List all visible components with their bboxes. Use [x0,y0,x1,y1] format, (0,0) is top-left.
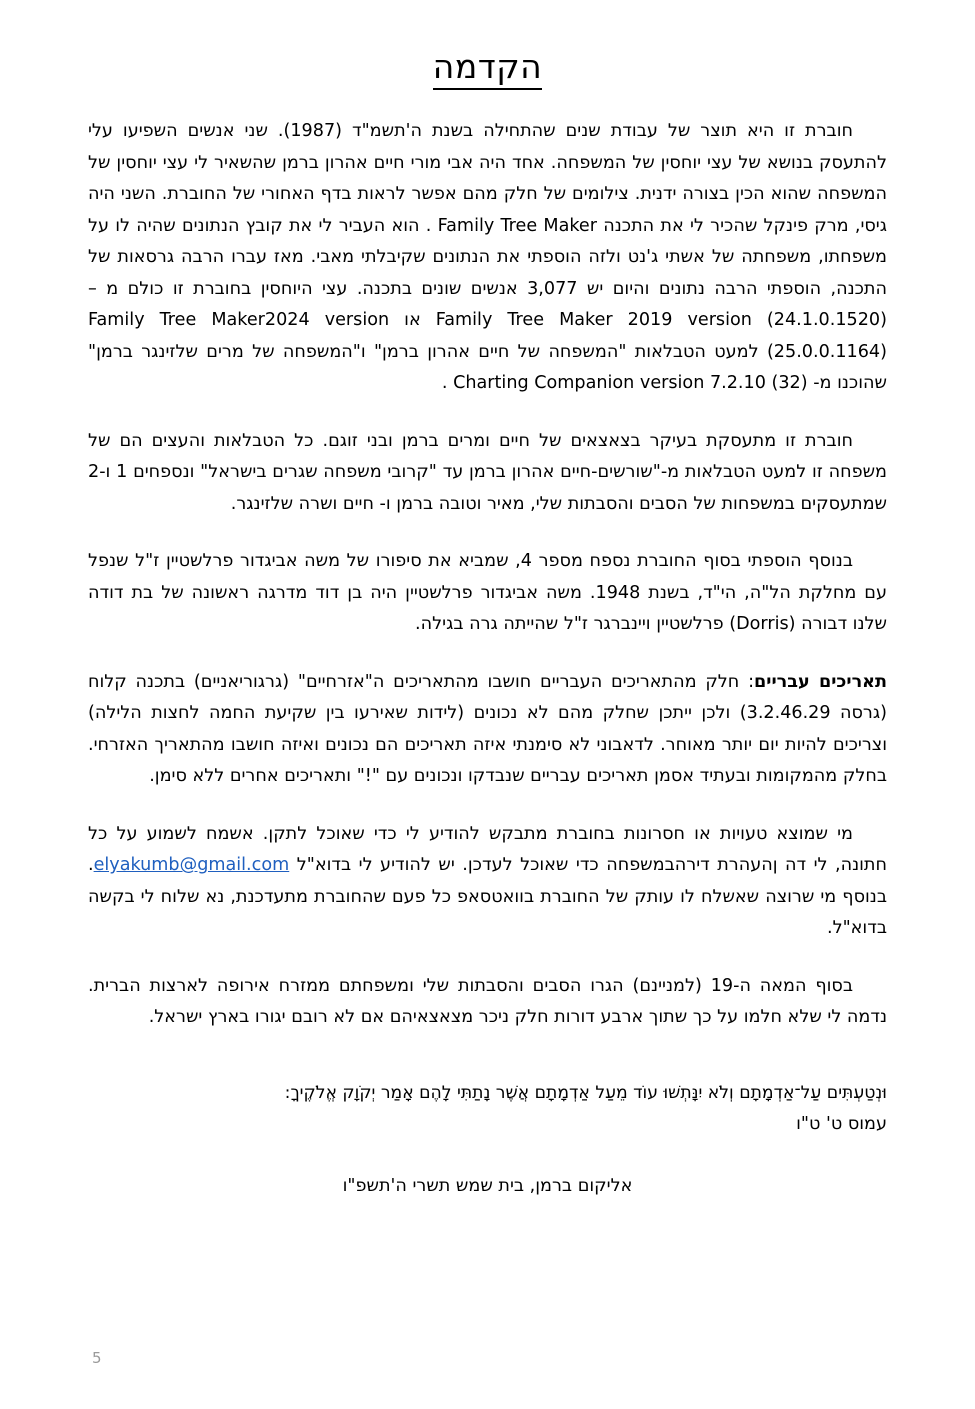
paragraph-scope: חוברת זו מתעסקת בעיקר בצאצאים של חיים ומרים ברמן ובני זוגם. כל הטבלאות והעצים הם של משפחה זו למעט הטבלאות מ-"שורשים-חיים אהרון ברמן עד "קרובי משפחה שגרים בישראל" ונספחים 1 ו-2 שמתעסקים במשפחות של הסבים והסבתות שלי, מאיר וטובה ברמן ו- חיים ושרה שלזינגר. [88,430,887,514]
paragraph-appendix-four: בנוסף הוספתי בסוף החוברת נספח מספר 4, שמביא את סיפורו של משה אביגדור פרלשטיין ז"ל שנפל עם מחלקת הל"ה, הי"ד, בשנת 1948. משה אביגדור פרלשטיין היה בן דוד מדרגה ראשונה של בת דודה שלנו דבורה (Dorris) פרלשטיין ויינברגר ז"ל שהייתה גרה בגילה. [88,551,887,635]
hebrew-dates-body: : חלק מהתאריכים העבריים חושבו מהתאריכים ה"אזרחיים" (גרגוריאניים) בתכנה קלוח (גרסה 3.2.46.29) ולכן ייתכן שחלק מהם לא נכונים (לידות שאירעו בין שקיעת החמה לחצות הלילה) וצריכים להיות יום יותר מאוחר. לדאבוני לא סימנתי איזה תאריכים הם נכונים ואיזה חושבו מהתאריך האזרחי. בחלק מהמקומות ובעתיד אסמן תאריכים עבריים שנבדקו ונכונים עם "!" ותאריכים אחרים ללא סימן. [88,671,887,787]
paragraph-contact [88,819,887,945]
hebrew-dates-heading: תאריכים עבריים [754,671,887,692]
page-title [88,46,887,90]
paragraph-intro-history: חוברת זו היא תוצר של עבודת שנים שהתחילה בשנת ה'תשמ"ד (1987). שני אנשים השפיעו עלי להתעסק בנושא של עצי יוחסין של המשפחה. אחד היה אבי מורי חיים אהרון ברמן שהשאיר לי עצי יוחסין של המשפחה שהוא הכין בצורה ידנית. צילומים של חלק מהם אפשר לראות בדף האחורי של החוברת. השני היה גיסי, מרק פינקל שהכיר לי את התכנה Family Tree Maker . הוא העביר לי את קובץ הנתונים שהיה לו על משפחתו, משפחתה של אשתי ג'נט ולזה הוספתי את הנתונים שקיבלתי מאבי. מאז עברו הרבה גרסאות של התכנה, הוספתי הרבה נתונים והיום יש 3,077 אנשים שונים בתכנה. עצי היוחסין בחוברת זו כולם מ – Family Tree Maker 2019 version (24.1.0.1520) או Family Tree Maker2024 version (25.0.0.1164) למעט הטבלאות "המשפחה של חיים אהרון ברמן" ו"המשפחה של מרים שלזינגר ברמן" שהוכנו מ- Charting Companion version 7.2.10 (32) . [88,121,887,394]
signature-line: אליקום ברמן, בית שמש תשרי ה'תשפ"ו [342,1175,633,1196]
bible-verse: וּנְטַעְתִּים עַל־אַדְמָתָם וְלֹא יִנָּתְשׁוּ עוֹד מֵעַל אַדְמָתָם אֲשֶׁר נָתַתִּי לָהֶם אָמַר יְקֹוָק אֱלֹקֶיךָ: [284,1082,887,1103]
paragraph-hebrew-dates [88,667,887,793]
verse-spacer [88,1060,887,1078]
email-link[interactable]: elyakumb@gmail.com [93,855,290,876]
bible-verse-source: עמוס ט' ט"ו [796,1114,887,1135]
contact-text-before-link: מי שמוצא טעויות או חסרונות בחוברת מתבקש להודיע לי כדי שאוכל לתקן. אשמח לשמוע על כל חתונה, לי דה ןהעהרת דירהבמשפחה כדי שאוכל לעדכן. יש להודיע לי בדוא"ל [88,823,887,876]
paragraph-emigration: בסוף המאה ה-19 (למניינם) הגרו הסבים והסבתות שלי ומשפחתם ממזרח אירופה לארצות הברית. נדמה לי שלא חלמו על כך שתוך ארבע דורות חלק ניכר מצאצאיהם אם לא רובם יגורו בארץ ישראל. [88,975,887,1028]
document-content [88,46,887,1202]
contact-text-after-link: . בנוסף מי שרוצה שאשלח לו עותק של החוברת בוואטסאפ כל פעם שהחוברת מתעדכנת, נא שלוח לי בקשה בדוא"ל. [88,855,887,939]
page-number: 5 [92,1349,102,1367]
page-title-text: הקדמה [433,46,542,90]
